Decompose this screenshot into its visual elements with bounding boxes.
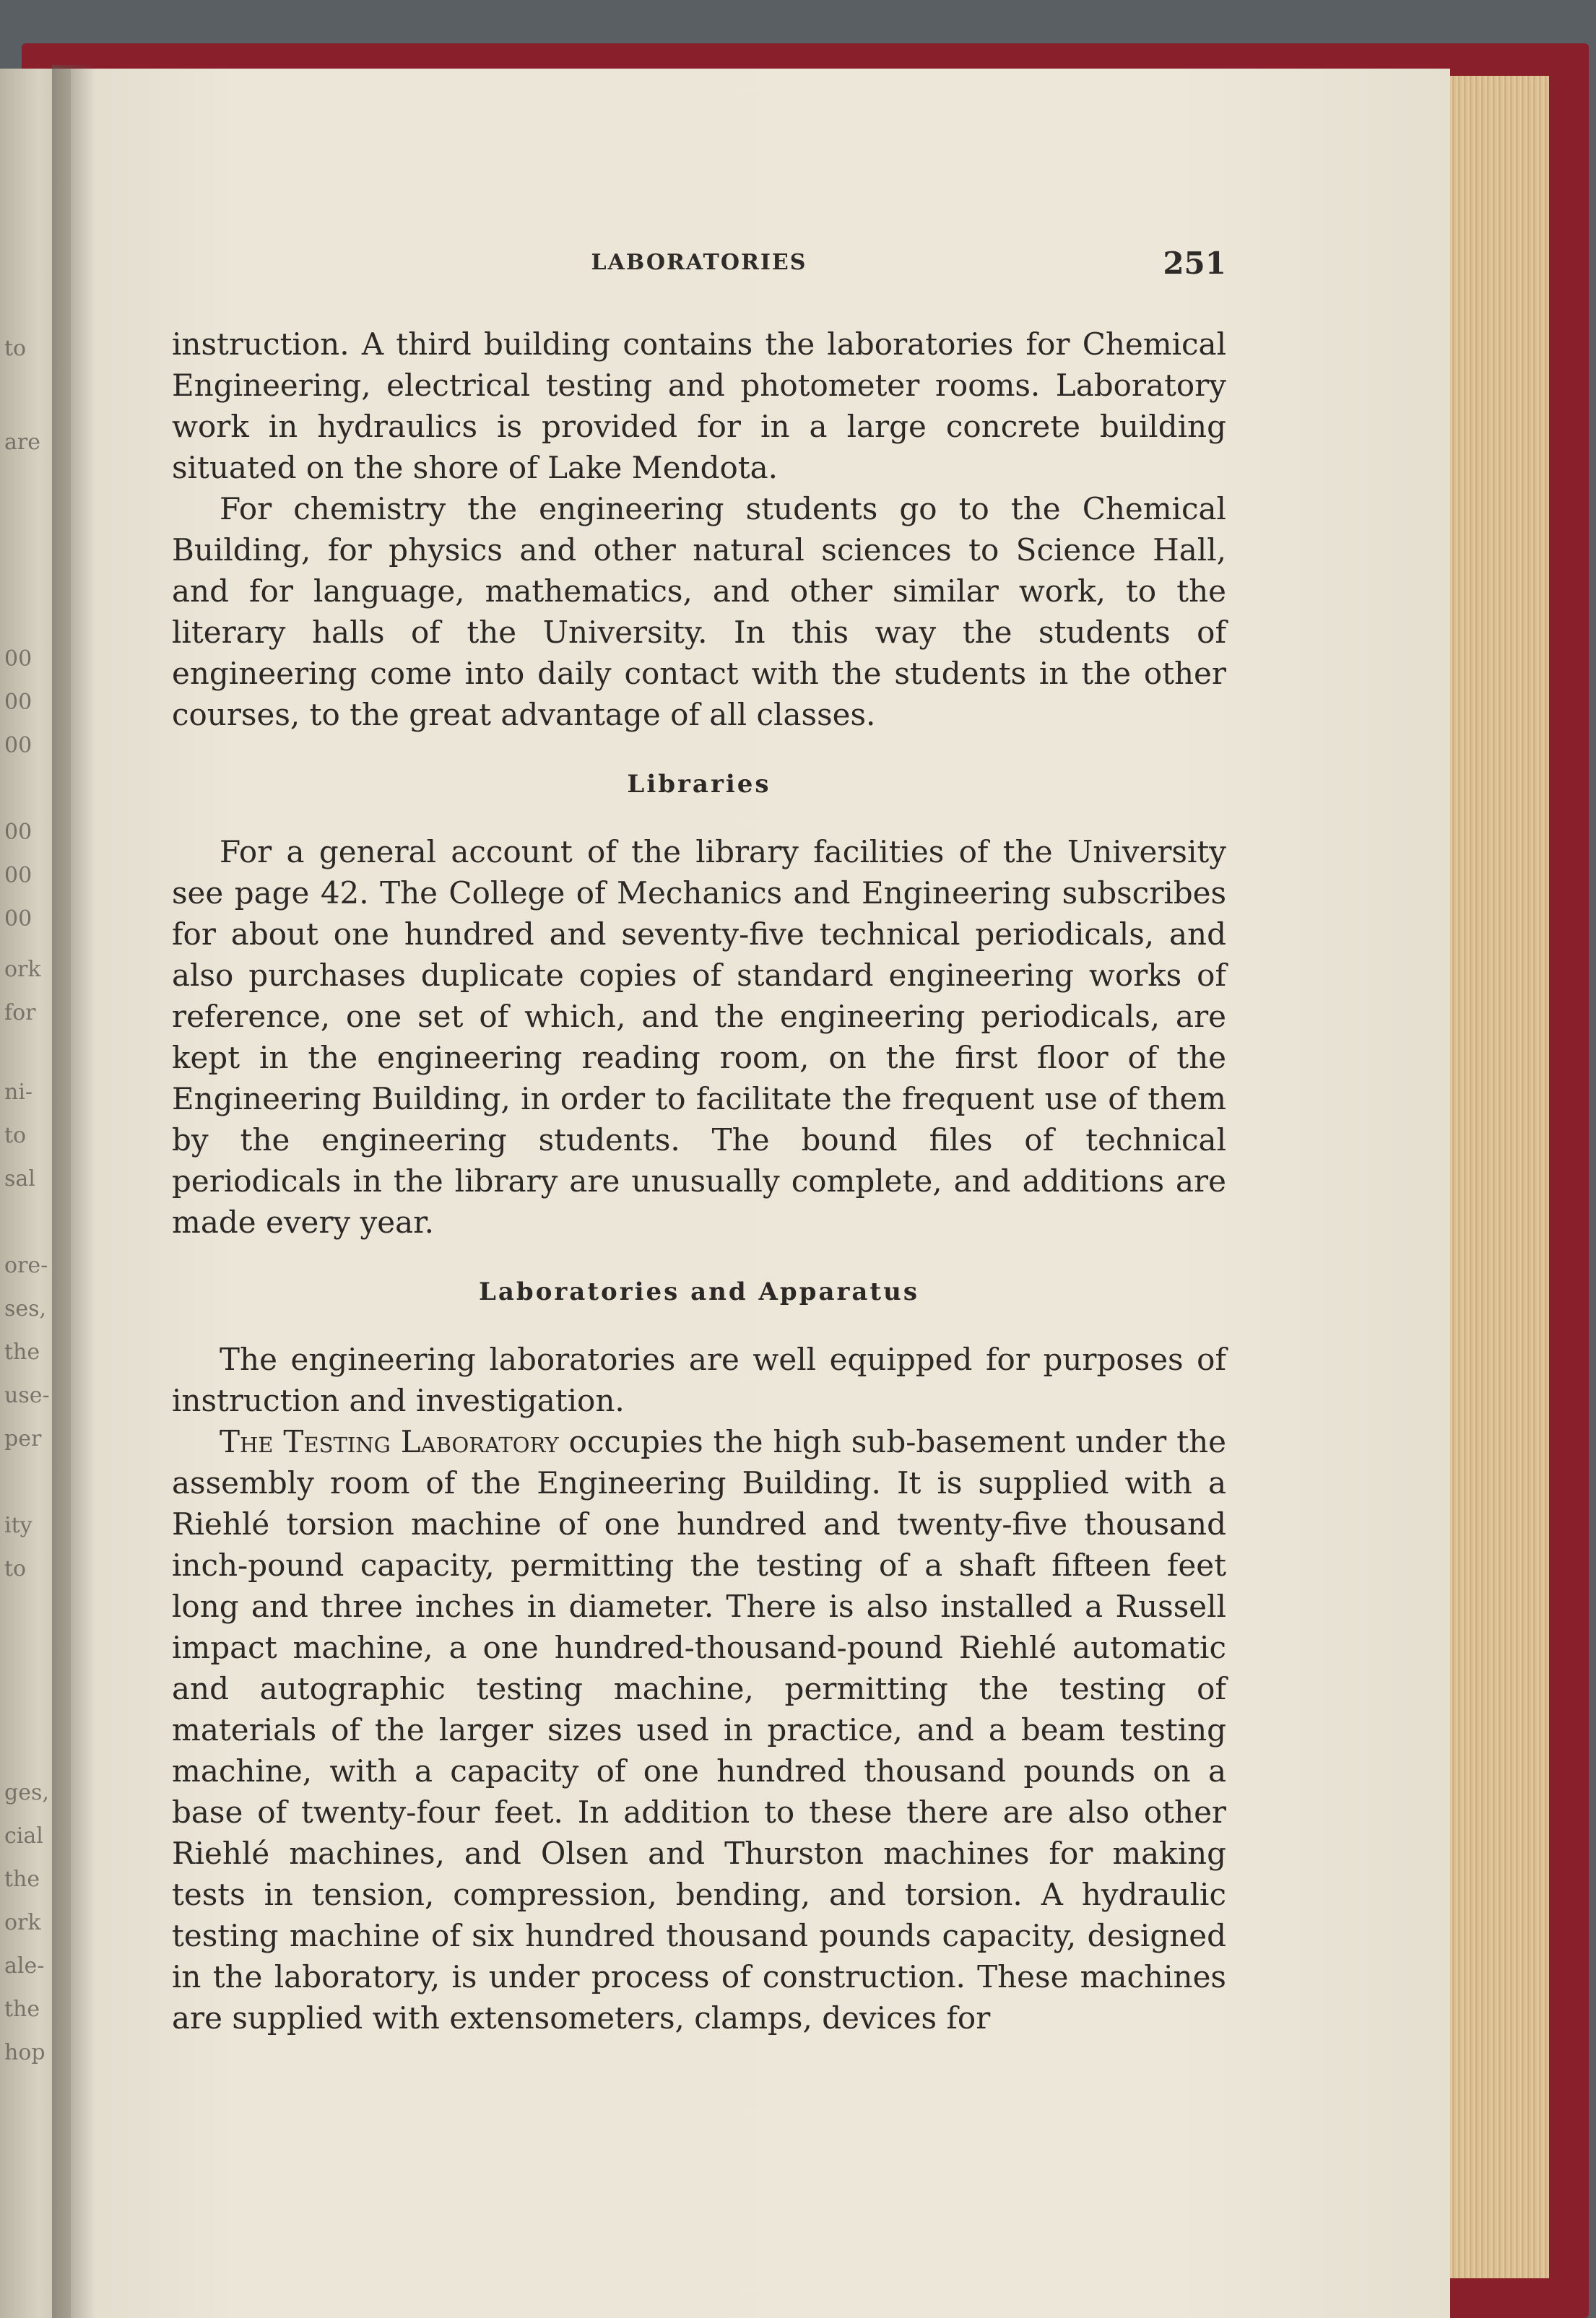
left-fragment: ore- [4, 1253, 48, 1278]
left-fragment: hop [4, 2040, 45, 2065]
left-fragment: are [4, 430, 40, 455]
left-fragment: to [4, 1123, 27, 1148]
left-fragment: 00 [4, 733, 32, 758]
left-fragment: 00 [4, 690, 32, 715]
paragraph: For a general account of the library facilities of the University see page 42. The College of Mechanics and Engineering subscribes for about one hundred and seventy-five technical periodicals, and also purchases duplicate copies of standard engineering works of reference, one set of which, and the engineering periodicals, are kept in the engineering reading room, on the first floor of the Engineering Building, in order to facilitate the frequent use of them by the engineering students. The bound files of technical periodicals in the library are unusually complete, and additions are made every year. [172, 834, 1226, 1240]
paragraph-text: occupies the high sub-basement under the assembly room of the Engineering Building. It is supplied with a Riehlé torsion machine of one hundred and twenty-five thousand inch-pound capacity, permitting the testing of a shaft fifteen feet long and three inches in diameter. There is also installed a Russell impact machine, a one hundred-thousand-pound Riehlé automatic and autographic testing machine, permitting the testing of materials of the larger sizes used in practice, and a beam testing machine, with a capacity of one hundred thousand pounds on a base of twenty-four feet. In addition to these there are also other Riehlé machines, and Olsen and Thurston machines for making tests in tension, compression, bending, and torsion. A hydraulic testing machine of six hundred thousand pounds capacity, designed in the laboratory, is under process of construction. These machines are supplied with extensometers, clamps, devices for [172, 1424, 1226, 2036]
left-fragment: the [4, 1867, 40, 1892]
left-fragment: 00 [4, 863, 32, 888]
section-heading-laboratories: Laboratories and Apparatus [479, 1277, 919, 1306]
left-fragment: the [4, 1997, 40, 2022]
left-fragment: ork [4, 1910, 41, 1935]
left-fragment: 00 [4, 820, 32, 845]
left-fragment: sal [4, 1166, 35, 1191]
paragraph: The engineering laboratories are well equipped for purposes of instruction and investigation. [172, 1342, 1226, 1418]
left-fragment: 00 [4, 646, 32, 672]
left-fragment: 00 [4, 906, 32, 932]
left-fragment: ale- [4, 1953, 45, 1979]
left-fragment: ni- [4, 1080, 33, 1105]
running-title: LABORATORIES [591, 250, 807, 275]
page-edges-stack [1448, 76, 1549, 2278]
spine-shadow [52, 65, 95, 2318]
left-fragment: ges, [4, 1780, 49, 1805]
left-fragment: use- [4, 1383, 50, 1408]
left-fragment: ity [4, 1513, 32, 1538]
section-heading-libraries: Libraries [627, 770, 771, 799]
left-fragment: to [4, 1556, 27, 1581]
paragraph: For chemistry the engineering students go to the Chemical Building, for physics and other natural sciences to Science Hall, and for language, mathematics, and other similar work, to the literary halls of the University. In this way the students of engineering come into daily contact with the students in the other courses, to the great advantage of all classes. [172, 491, 1226, 732]
running-head [172, 246, 1226, 289]
page-number: 251 [1163, 246, 1226, 281]
left-fragment: cial [4, 1823, 43, 1849]
left-fragment: ses, [4, 1296, 47, 1321]
left-fragment: per [4, 1426, 42, 1451]
paragraph [172, 1421, 1226, 2039]
left-fragment: ork [4, 957, 41, 982]
left-fragment: the [4, 1340, 40, 1365]
small-caps-lead: The Testing Laboratory [220, 1424, 559, 1459]
page-body [172, 324, 1226, 2039]
left-fragment: to [4, 336, 27, 361]
left-fragment: for [4, 1000, 36, 1025]
paragraph: instruction. A third building contains the laboratories for Chemical Engineering, electrical testing and photometer rooms. Laboratory work in hydraulics is provided for in a large concrete building situated on the shore of Lake Mendota. [172, 326, 1226, 485]
